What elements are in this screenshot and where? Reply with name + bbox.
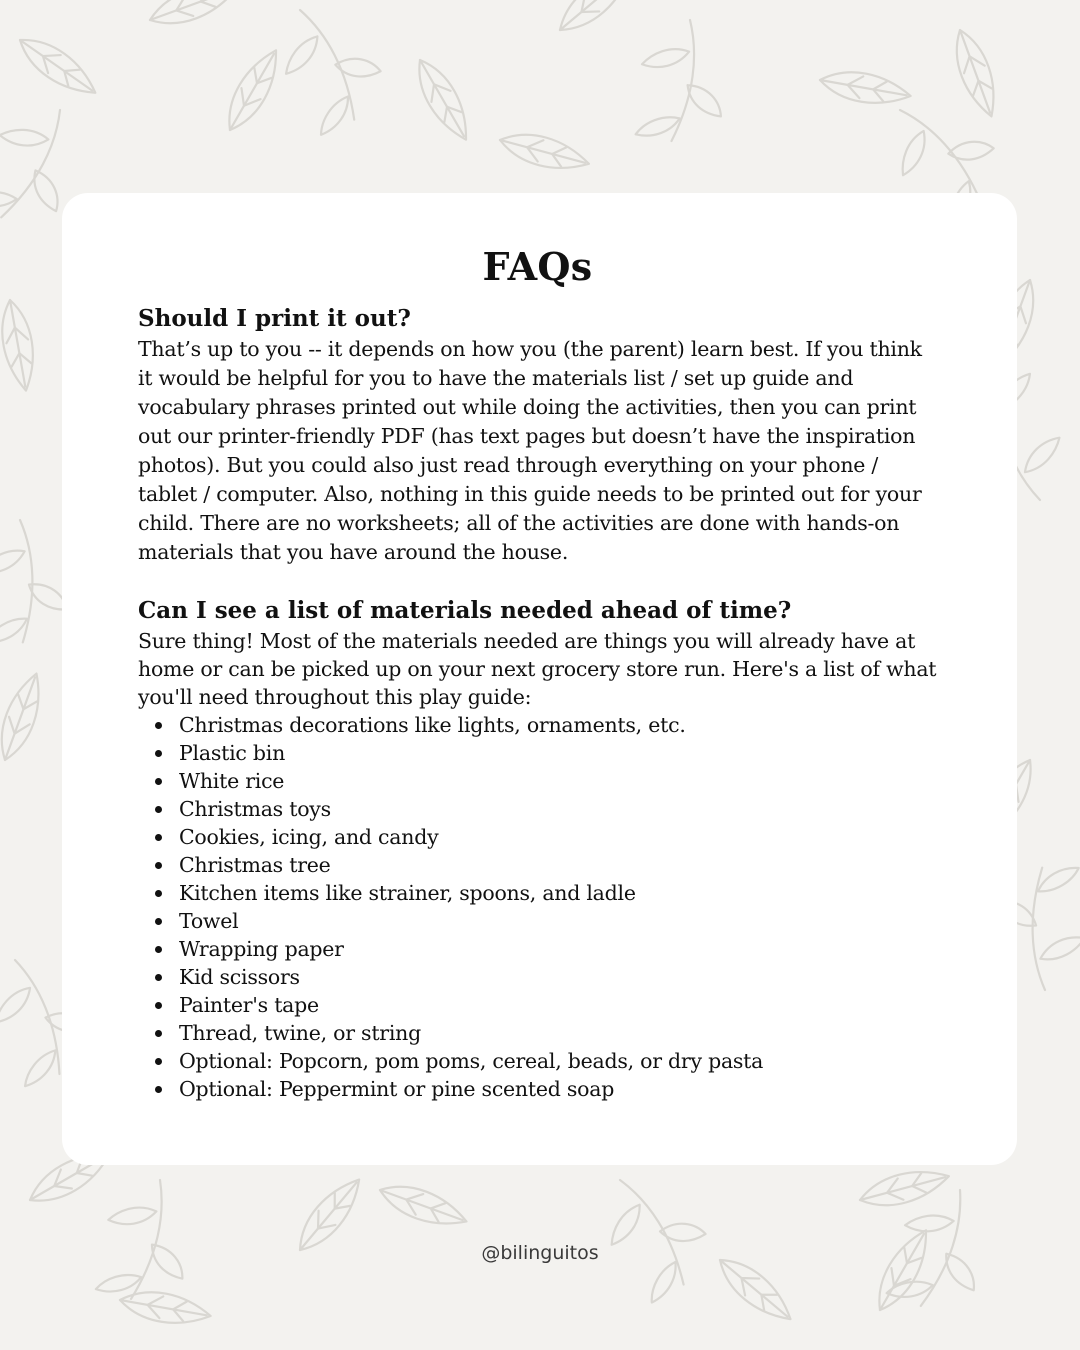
list-item: Wrapping paper [179,935,937,963]
faq-question-materials: Can I see a list of materials needed ahead of time? [138,597,792,624]
list-item: Towel [179,907,937,935]
list-item: Optional: Peppermint or pine scented soap [179,1075,937,1103]
faq-answer-materials: Sure thing! Most of the materials needed are things you will already have at home or can be picked up on your next grocery store run. Here's a list of what you'll need throughout this play guide: [138,629,937,709]
social-handle: @bilinguitos [481,1242,599,1264]
list-item: Kitchen items like strainer, spoons, and ladle [179,879,937,907]
faq-card [62,193,1017,1165]
list-item: Kid scissors [179,963,937,991]
list-item: White rice [179,767,937,795]
list-item: Painter's tape [179,991,937,1019]
list-item: Thread, twine, or string [179,1019,937,1047]
faq-question-print: Should I print it out? [138,305,411,332]
list-item: Plastic bin [179,739,937,767]
list-item: Christmas tree [179,851,937,879]
faq-answer-print: That’s up to you -- it depends on how you (the parent) learn best. If you think it would be helpful for you to have the materials list / set up guide and vocabulary phrases printed out while doing the activities, then you can print out our printer-friendly PDF (has text pages but doesn’t have the inspiration photos). But you could also just read through everything on your phone / tablet / computer. Also, nothing in this guide needs to be printed out for your child. There are no worksheets; all of the activities are done with hands-on materials that you have around the house. [138,337,922,564]
page-title: FAQs [482,244,593,289]
list-item: Christmas toys [179,795,937,823]
list-item: Optional: Popcorn, pom poms, cereal, beads, or dry pasta [179,1047,937,1075]
materials-list [138,711,937,1103]
list-item: Cookies, icing, and candy [179,823,937,851]
list-item: Christmas decorations like lights, ornaments, etc. [179,711,937,739]
